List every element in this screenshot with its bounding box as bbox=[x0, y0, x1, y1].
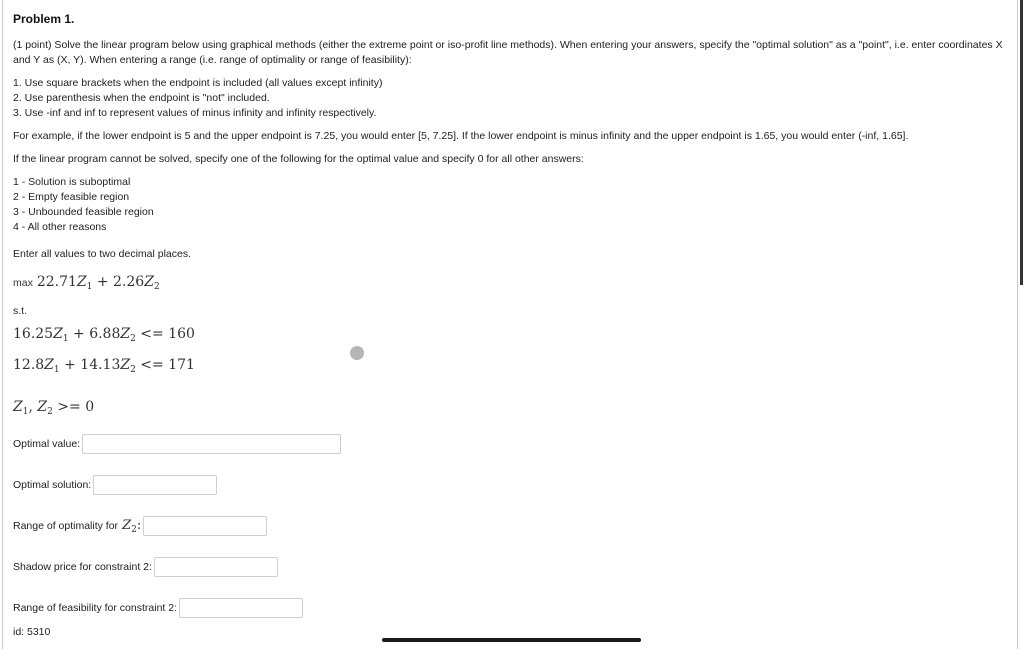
rule-item: 3. Use -inf and inf to represent values of minus infinity and infinity respectively. bbox=[13, 107, 377, 119]
range-optimality-variable: $Z_2$: bbox=[122, 517, 142, 535]
range-rules-list bbox=[13, 76, 1015, 121]
constraint-coef: 16.25 bbox=[13, 326, 54, 342]
shadow-price-label: Shadow price for constraint 2: bbox=[13, 561, 152, 573]
reason-item: 2 - Empty feasible region bbox=[13, 191, 130, 203]
constraint-rhs: 171 bbox=[168, 357, 195, 373]
cannot-solve-text: If the linear program cannot be solved, specify one of the following for the optimal value and specify 0 for all other answers: bbox=[13, 153, 584, 165]
touch-indicator-dot bbox=[350, 346, 364, 360]
problem-title: Problem 1. bbox=[13, 12, 75, 26]
range-feasibility-label: Range of feasibility for constraint 2: bbox=[13, 602, 178, 614]
problem-intro: (1 point) Solve the linear program below using graphical methods (either the extreme point or iso-profit line methods). When entering your answers, specify the "optimal solution" as a "point", i.e. enter coordinates X and Y as (X, Y). When entering a range (i.e. range of optimality or range of feasibility): bbox=[13, 39, 1003, 66]
range-optimality-input[interactable] bbox=[143, 516, 267, 536]
nonneg-rhs: 0 bbox=[85, 399, 95, 415]
reason-item: 3 - Unbounded feasible region bbox=[13, 206, 154, 218]
constraint-operator: <= bbox=[140, 357, 164, 373]
nonneg-operator: >= bbox=[57, 399, 81, 415]
problem-id: id: 5310 bbox=[13, 626, 51, 638]
optimal-value-label: Optimal value: bbox=[13, 438, 81, 450]
problem-content bbox=[13, 12, 1015, 637]
constraint-coef: 6.88 bbox=[89, 326, 121, 342]
reason-item: 1 - Solution is suboptimal bbox=[13, 176, 131, 188]
page-frame bbox=[2, 0, 1018, 649]
objective-coef-2: 2.26 bbox=[113, 274, 145, 290]
constraint-1: $16.25Z_1 + 6.88Z_2 <= 160$ bbox=[13, 326, 195, 344]
range-feasibility-row bbox=[13, 596, 1015, 620]
scrollbar[interactable] bbox=[1020, 0, 1023, 285]
decimals-note: Enter all values to two decimal places. bbox=[13, 248, 192, 260]
optimal-solution-row bbox=[13, 473, 1015, 497]
optimal-value-input[interactable] bbox=[82, 434, 341, 454]
home-indicator-bar[interactable] bbox=[382, 638, 641, 642]
rule-item: 2. Use parenthesis when the endpoint is "not" included. bbox=[13, 92, 270, 104]
rule-item: 1. Use square brackets when the endpoint is included (all values except infinity) bbox=[13, 77, 383, 89]
range-optimality-label: Range of optimality for bbox=[13, 520, 119, 532]
optimal-solution-label: Optimal solution: bbox=[13, 479, 92, 491]
subject-to-label: s.t. bbox=[13, 305, 28, 317]
range-feasibility-input[interactable] bbox=[179, 598, 303, 618]
range-optimality-row bbox=[13, 514, 1015, 538]
optimal-value-row bbox=[13, 432, 1015, 456]
constraint-2: $12.8Z_1 + 14.13Z_2 <= 171$ bbox=[13, 357, 195, 375]
reasons-list bbox=[13, 175, 1015, 235]
example-text: For example, if the lower endpoint is 5 and the upper endpoint is 7.25, you would enter [5, 7.25]. If the lower endpoint is minus infinity and the upper endpoint is 1.65, you would enter (-inf, 1.65]. bbox=[13, 130, 909, 142]
shadow-price-row bbox=[13, 555, 1015, 579]
constraint-rhs: 160 bbox=[168, 326, 195, 342]
constraint-coef: 14.13 bbox=[80, 357, 121, 373]
max-label: max bbox=[13, 277, 33, 289]
optimal-solution-input[interactable] bbox=[93, 475, 217, 495]
reason-item: 4 - All other reasons bbox=[13, 221, 107, 233]
nonnegativity-constraint: $Z_1$, $Z_2 >= 0$ bbox=[13, 399, 95, 417]
constraint-coef: 12.8 bbox=[13, 357, 45, 373]
constraint-operator: <= bbox=[140, 326, 164, 342]
shadow-price-input[interactable] bbox=[154, 557, 278, 577]
objective-coef-1: 22.71 bbox=[36, 274, 77, 290]
objective-function: $\max 22.71Z_1 + 2.26Z_2$ bbox=[13, 274, 160, 292]
